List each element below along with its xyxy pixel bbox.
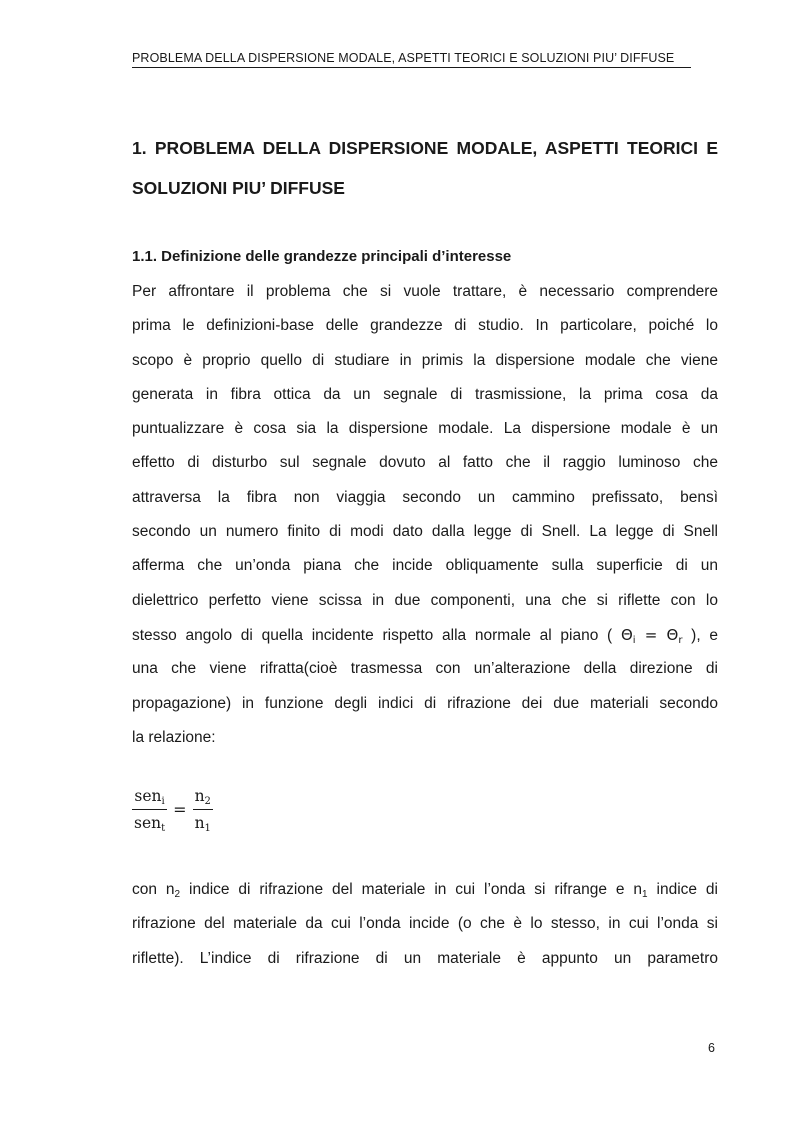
theta-incident: $\Theta_i$ <box>620 625 636 646</box>
paragraph-line: secondo un numero finito di modi dato dalla legge di Snell. La legge di Snell <box>132 523 718 541</box>
paragraph-line: Per affrontare il problema che si vuole trattare, è necessario comprendere <box>132 283 718 300</box>
chapter-title-line-1: 1. PROBLEMA DELLA DISPERSIONE MODALE, ASPETTI TEORICI E <box>132 138 718 158</box>
denominator-n1: $n_1$ <box>194 814 211 834</box>
paragraph-line: con $n_2$ indice di rifrazione del materiale in cui l’onda si rifrange e $n_1$ indice di <box>132 881 718 900</box>
paragraph-line: rifrazione del materiale da cui l’onda incide (o che è lo stesso, in cui l’onda si <box>132 915 718 933</box>
line-text: ), e <box>691 626 718 644</box>
paragraph-snell-law <box>132 275 718 755</box>
paragraph-line: scopo è proprio quello di studiare in primis la dispersione modale che viene <box>132 351 718 369</box>
chapter-title-line-2: SOLUZIONI PIU’ DIFFUSE <box>132 178 345 198</box>
paragraph-refraction-index <box>132 873 718 976</box>
running-header: PROBLEMA DELLA DISPERSIONE MODALE, ASPETTI TEORICI E SOLUZIONI PIU’ DIFFUSE <box>132 49 691 68</box>
theta-reflected: $\Theta_r$ <box>666 625 683 646</box>
paragraph-line: attraversa la fibra non viaggia secondo un cammino prefissato, bensì <box>132 488 718 506</box>
paragraph-line: afferma che un’onda piana che incide obliquamente sulla superficie di un <box>132 557 718 575</box>
fraction-sines <box>132 786 167 833</box>
numerator-sen-i: sen$_i$ <box>132 786 166 810</box>
paragraph-line: dielettrico perfetto viene scissa in due componenti, una che si riflette con lo <box>132 591 718 609</box>
paragraph-line: effetto di disturbo sul segnale dovuto al fatto che il raggio luminoso che <box>132 454 718 472</box>
page-number: 6 <box>708 1041 715 1055</box>
paragraph-line-with-angles <box>132 618 718 652</box>
denominator-sen-t: sen$_t$ <box>134 814 166 834</box>
line-text: stesso angolo di quella incidente rispetto alla normale al piano ( <box>132 626 613 644</box>
snell-formula <box>132 786 213 833</box>
numerator-n2: $n_2$ <box>193 786 213 810</box>
equals-sign: = <box>173 800 187 819</box>
paragraph-line: generata in fibra ottica da un segnale di trasmissione, la prima cosa da <box>132 385 718 403</box>
fraction-indices <box>193 786 213 833</box>
section-title: 1.1. Definizione delle grandezze principali d’interesse <box>132 248 512 265</box>
paragraph-line: riflette). L’indice di rifrazione di un materiale è appunto un parametro <box>132 949 718 967</box>
chapter-title <box>132 128 718 208</box>
theta-equals: = <box>635 625 667 644</box>
paragraph-line: propagazione) in funzione degli indici di rifrazione dei due materiali secondo <box>132 694 718 712</box>
paragraph-line: puntualizzare è cosa sia la dispersione modale. La dispersione modale è un <box>132 420 718 438</box>
paragraph-line: una che viene rifratta(cioè trasmessa con un’alterazione della direzione di <box>132 660 718 678</box>
paragraph-line: la relazione: <box>132 728 216 746</box>
paragraph-line: prima le definizioni-base delle grandezze di studio. In particolare, poiché lo <box>132 317 718 335</box>
